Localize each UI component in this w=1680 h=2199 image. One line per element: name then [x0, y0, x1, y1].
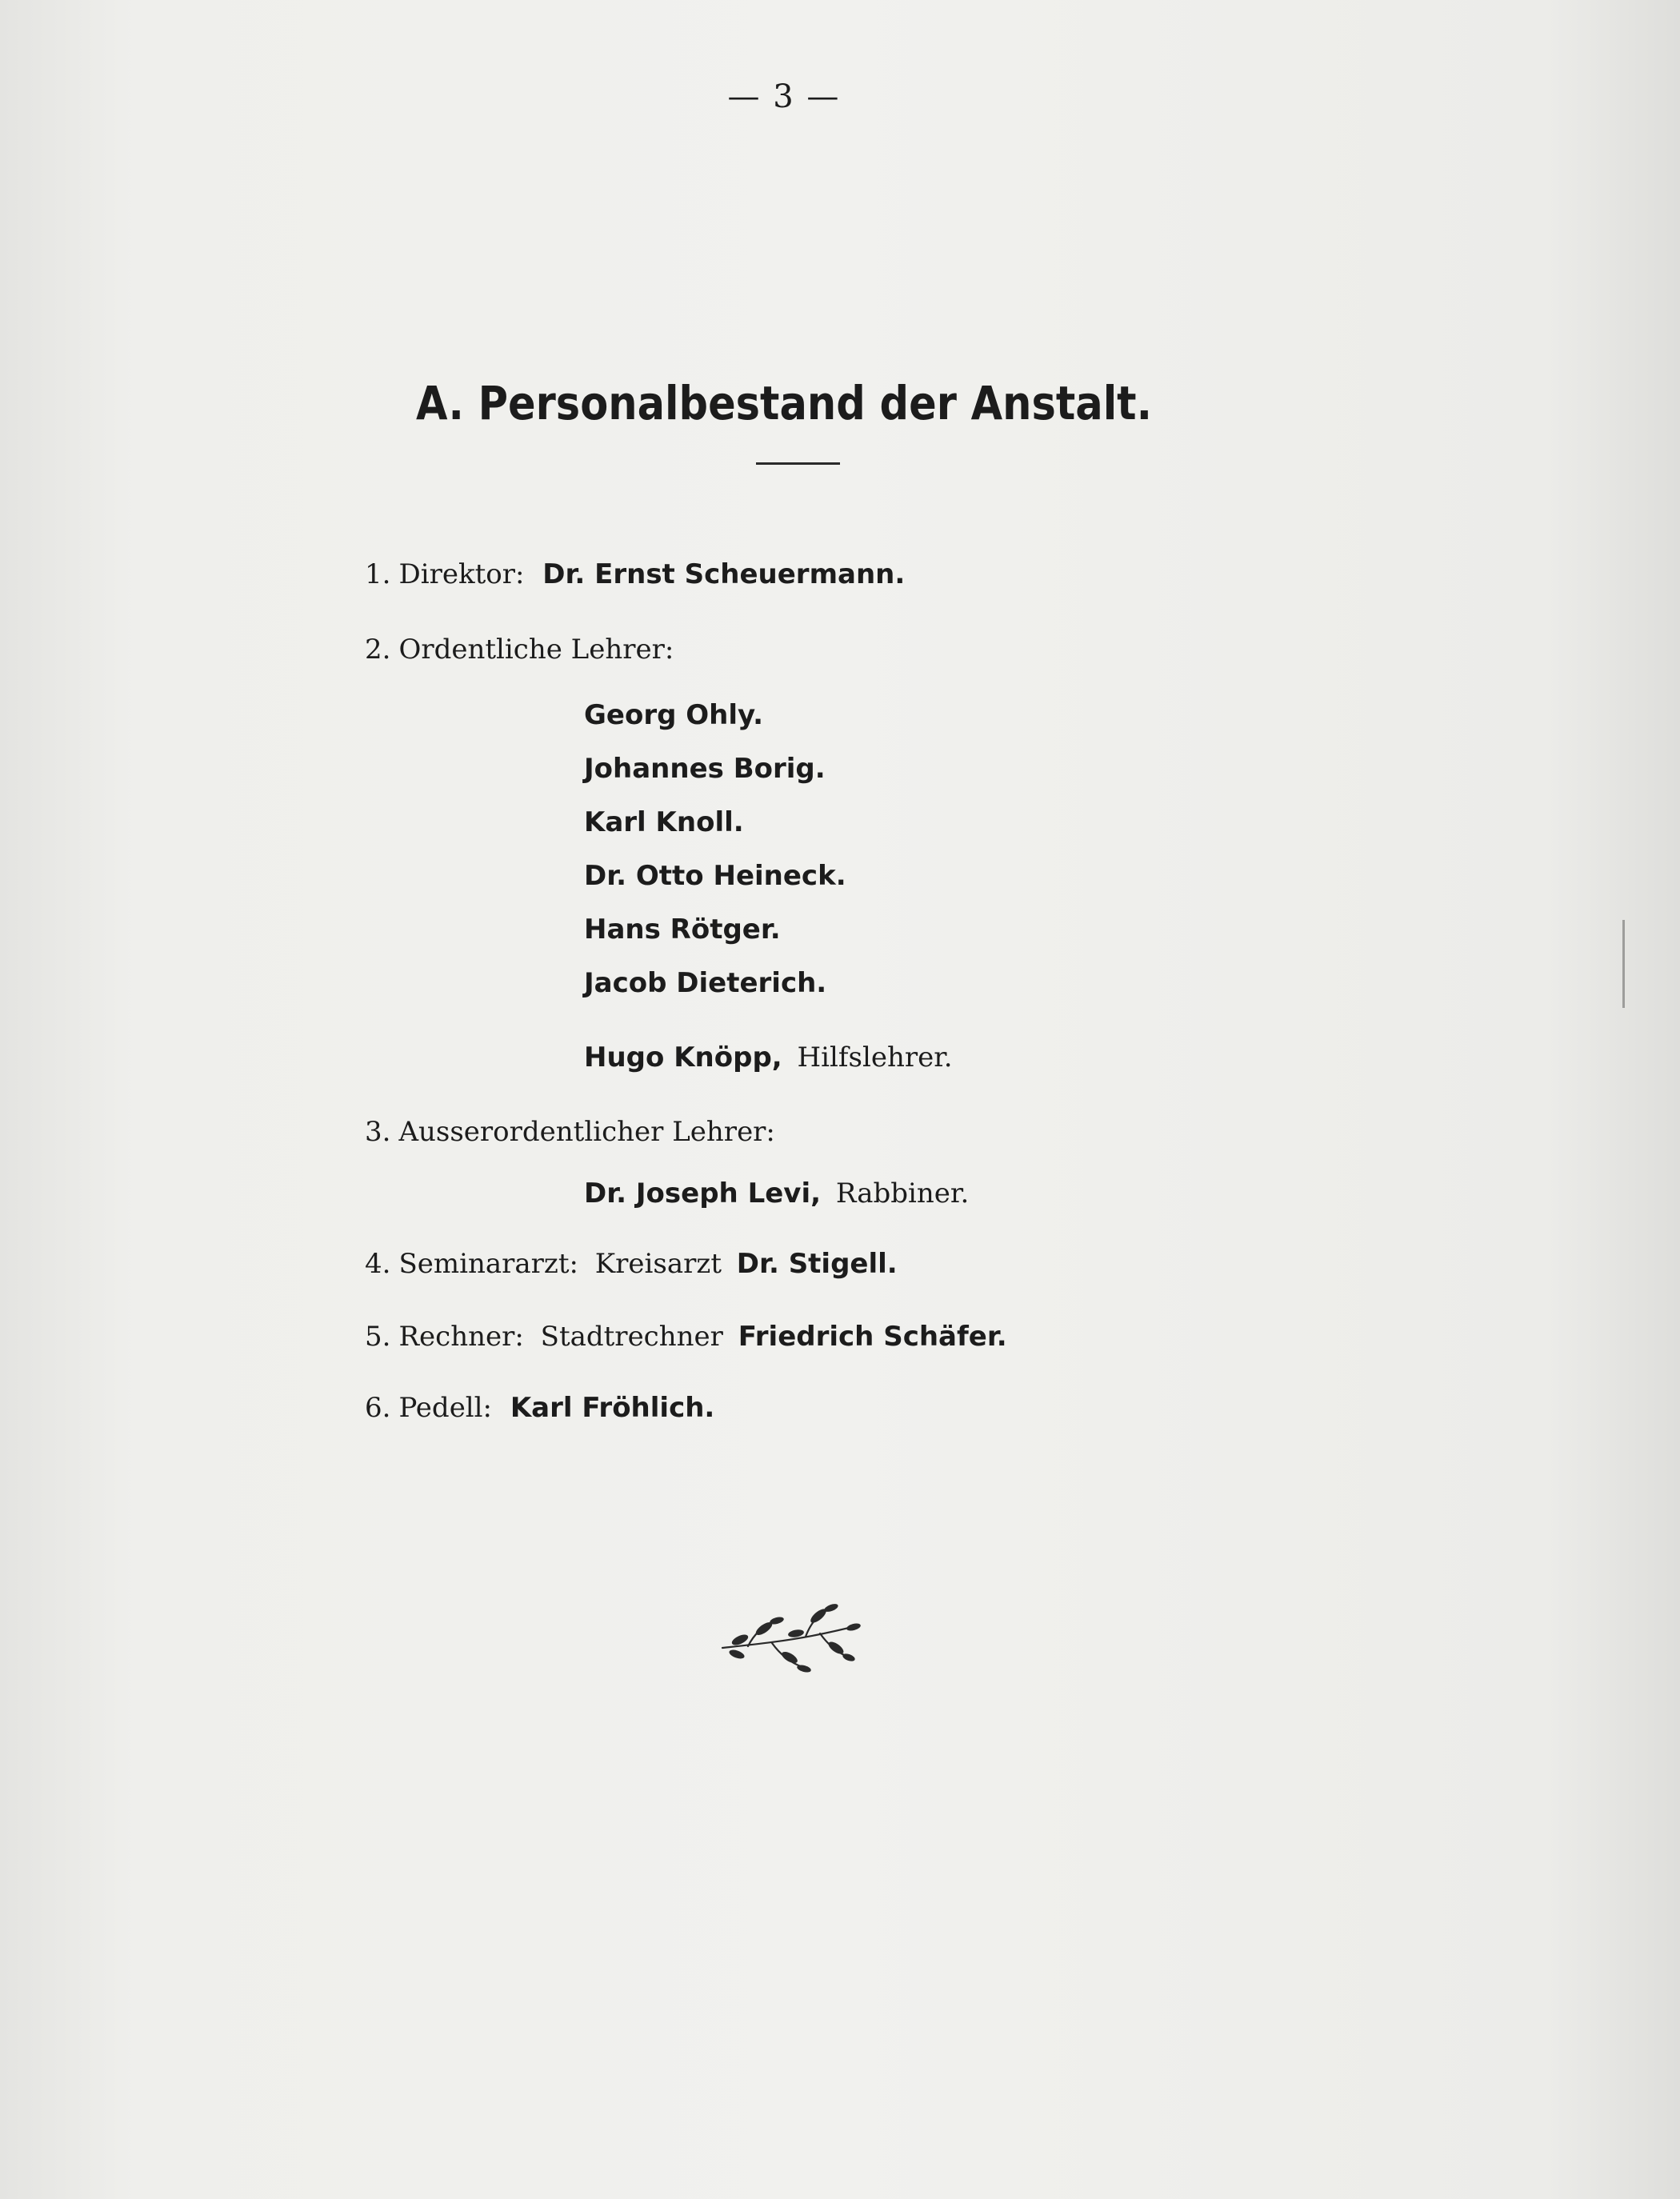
section-heading: A. Personalbestand der Anstalt. — [416, 376, 1152, 430]
accountant-title: Stadtrechner — [540, 1321, 723, 1353]
entry-label: Ausserordentlicher Lehrer: — [398, 1116, 775, 1148]
teacher-name: Hugo Knöpp, — [584, 1042, 782, 1074]
binding-mark — [1622, 920, 1625, 1008]
teacher-name: Georg Ohly. — [584, 699, 763, 731]
teacher-name: Johannes Borig. — [584, 753, 826, 785]
floral-ornament-icon — [716, 1598, 864, 1678]
entry-physician — [365, 1248, 898, 1280]
physician-name: Dr. Stigell. — [736, 1248, 898, 1280]
entry-label: Rechner: — [398, 1321, 524, 1353]
janitor-name: Karl Fröhlich. — [510, 1392, 715, 1424]
entry-accountant — [365, 1321, 1007, 1353]
entry-teachers-header — [365, 634, 674, 666]
extraordinary-role: Rabbiner. — [835, 1177, 970, 1209]
entry-label: Direktor: — [398, 558, 525, 590]
page-number: — 3 — — [727, 78, 841, 115]
accountant-name: Friedrich Schäfer. — [738, 1321, 1007, 1353]
extraordinary-name: Dr. Joseph Levi, — [584, 1177, 822, 1209]
teacher-name: Jacob Dieterich. — [584, 967, 827, 999]
teacher-name: Karl Knoll. — [584, 806, 744, 838]
entry-extraordinary-header — [365, 1116, 775, 1148]
teacher-line-assistant — [584, 1042, 953, 1074]
teacher-role: Hilfslehrer. — [797, 1042, 953, 1074]
heading-rule — [756, 462, 840, 465]
extraordinary-line — [584, 1177, 970, 1209]
entry-number: 5. — [365, 1321, 391, 1353]
teacher-name: Dr. Otto Heineck. — [584, 860, 846, 892]
entry-janitor — [365, 1392, 715, 1424]
entry-label: Seminararzt: — [398, 1248, 578, 1280]
entry-number: 3. — [365, 1116, 391, 1148]
entry-number: 4. — [365, 1248, 391, 1280]
entry-label: Ordentliche Lehrer: — [398, 634, 674, 666]
physician-title: Kreisarzt — [594, 1248, 722, 1280]
entry-number: 6. — [365, 1392, 391, 1424]
entry-number: 2. — [365, 634, 391, 666]
entry-number: 1. — [365, 558, 391, 590]
director-name: Dr. Ernst Scheuermann. — [542, 558, 906, 590]
teacher-name: Hans Rötger. — [584, 914, 781, 946]
entry-label: Pedell: — [398, 1392, 493, 1424]
entry-director — [365, 558, 906, 590]
